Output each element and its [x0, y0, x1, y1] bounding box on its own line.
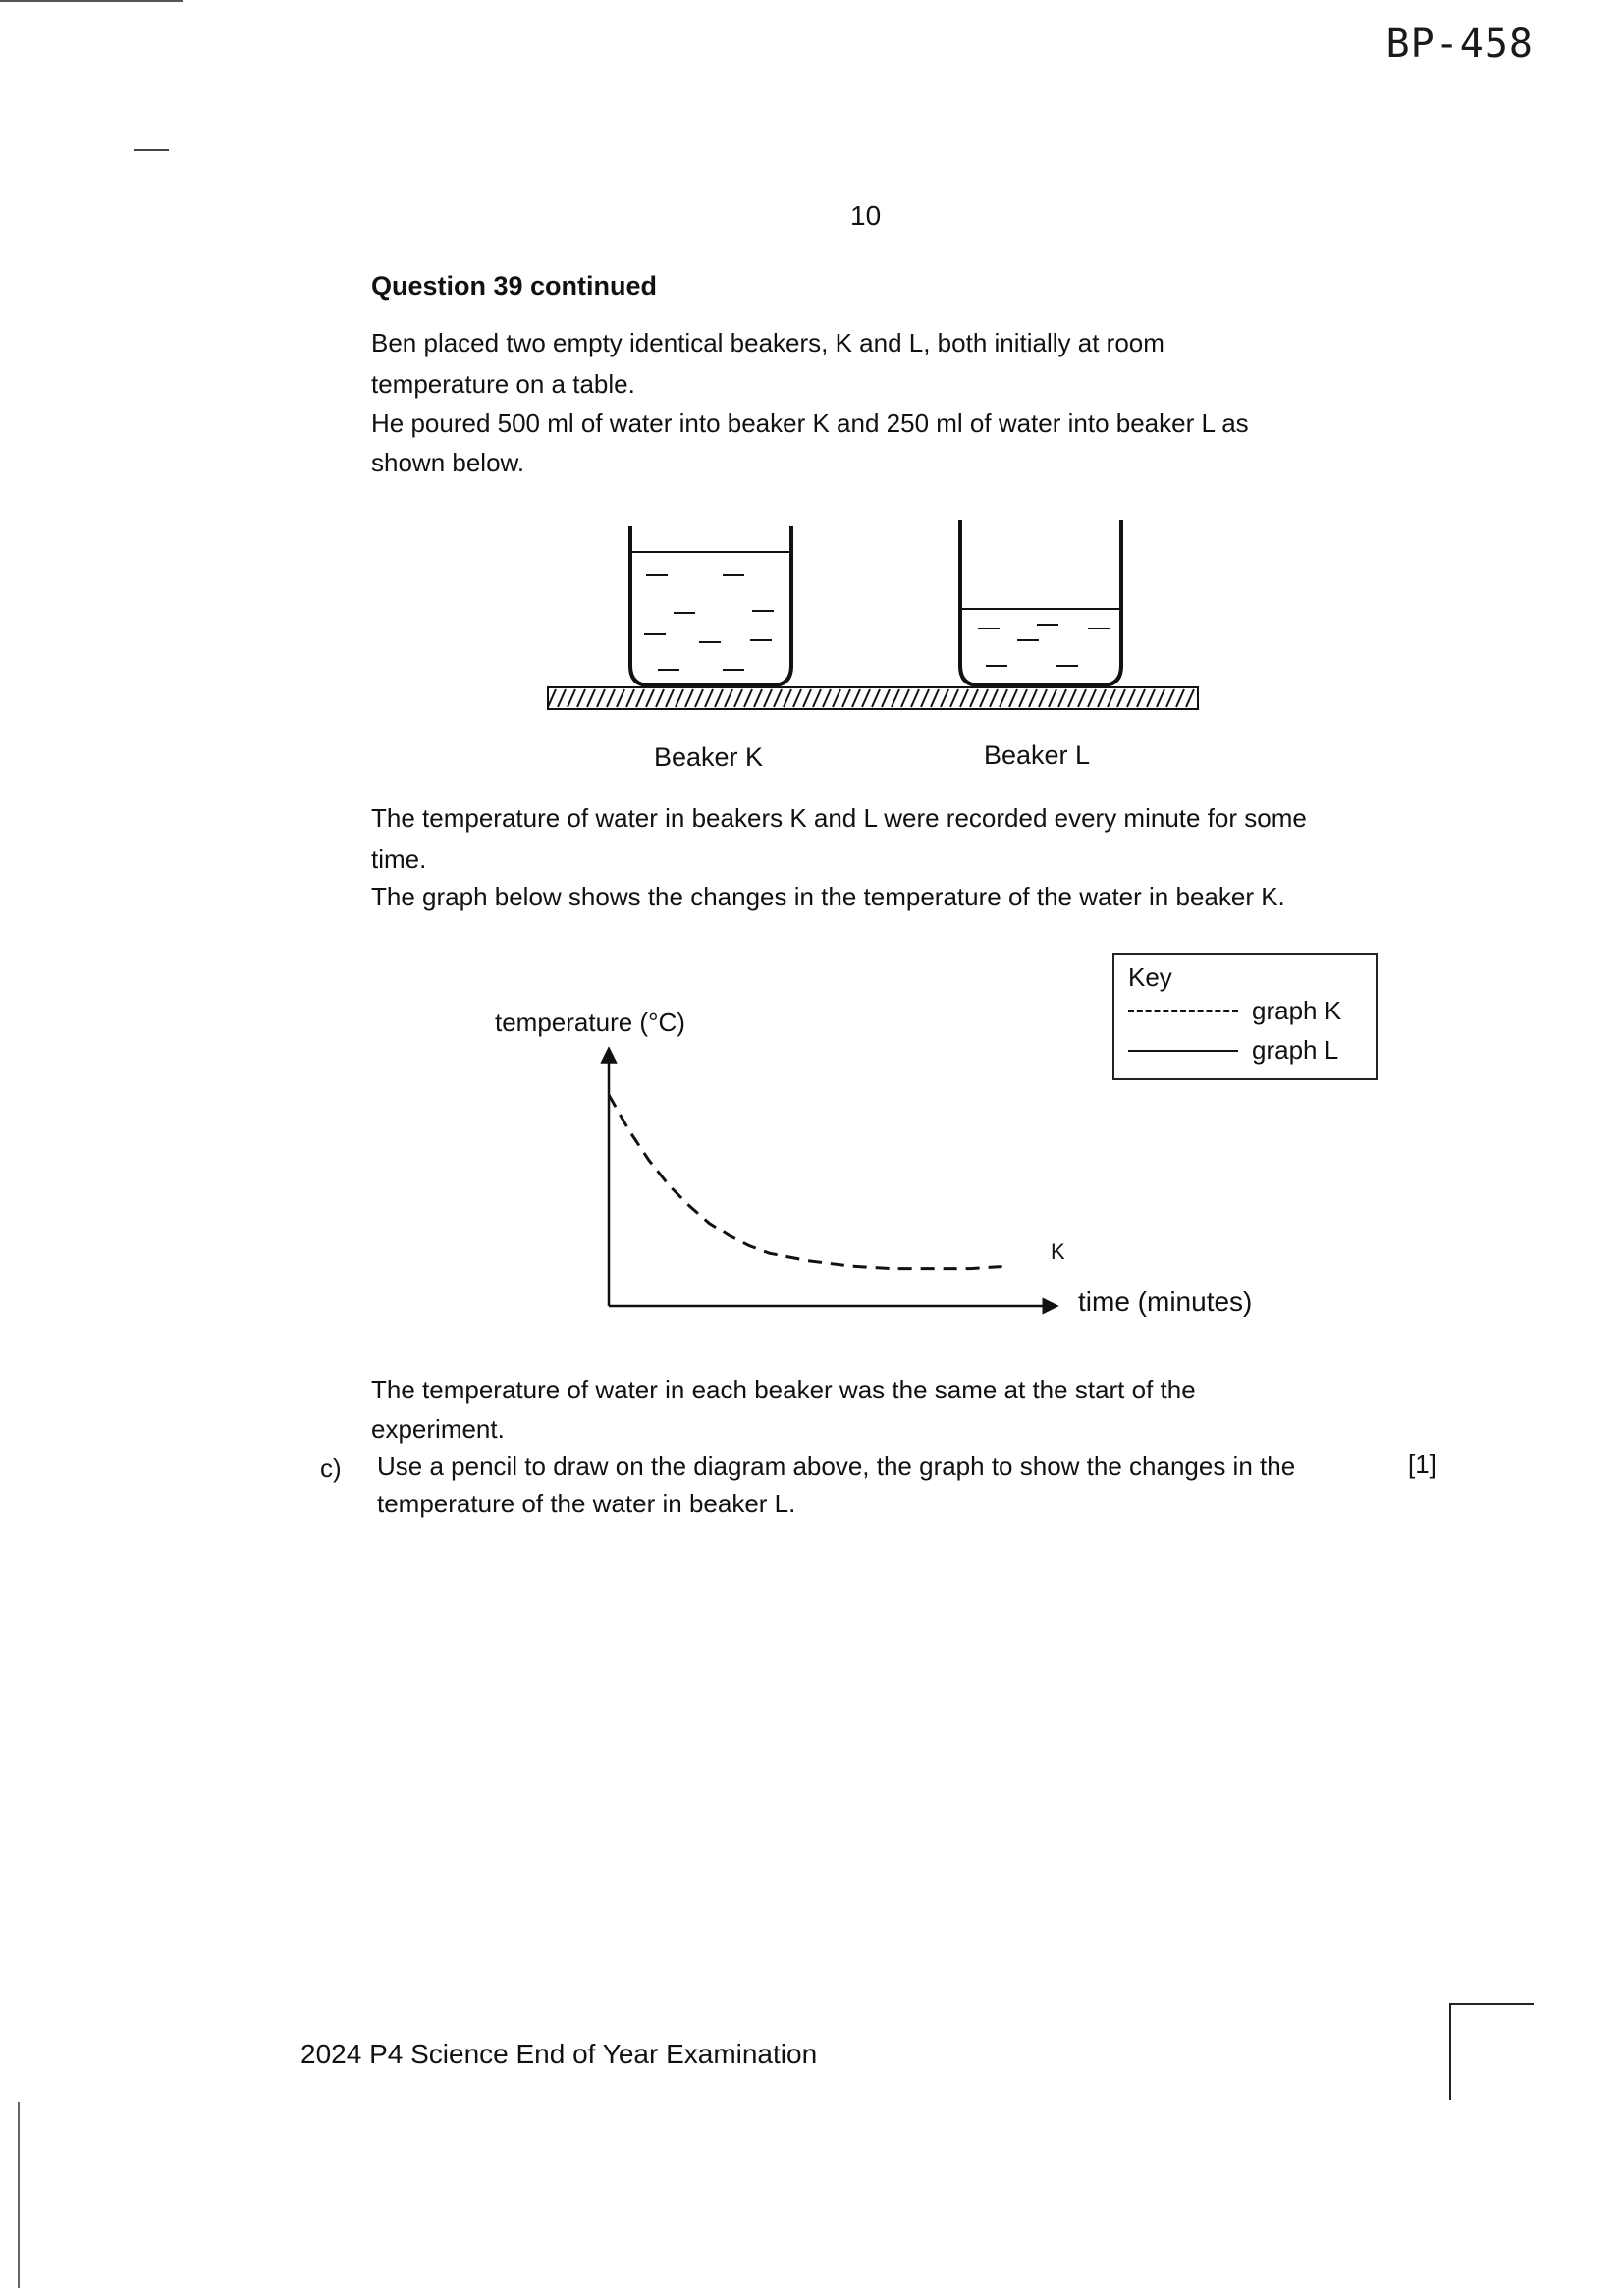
beaker-k — [630, 526, 791, 685]
item-c-line-2: temperature of the water in beaker L. — [377, 1489, 796, 1518]
series-k-label: K — [1051, 1239, 1065, 1264]
record-line-3: The graph below shows the changes in the temperature of the water in beaker K. — [371, 882, 1285, 911]
x-axis-label: time (minutes) — [1078, 1286, 1253, 1317]
key-title: Key — [1128, 962, 1172, 992]
page-number: 10 — [850, 200, 882, 231]
footer-exam-title: 2024 P4 Science End of Year Examination — [300, 2039, 818, 2069]
temperature-graph — [589, 1041, 1080, 1326]
record-line-1: The temperature of water in beakers K and L were recorded every minute for some — [371, 803, 1307, 833]
y-axis-label: temperature (°C) — [495, 1008, 685, 1037]
graph-key — [1112, 953, 1378, 1080]
record-line-2: time. — [371, 845, 427, 874]
key-item-graph-k — [1128, 996, 1341, 1026]
after-line-1: The temperature of water in each beaker was the same at the start of the — [371, 1375, 1196, 1404]
beaker-l-water — [978, 625, 1110, 666]
solid-line-swatch — [1128, 1050, 1238, 1052]
intro-line-4: shown below. — [371, 448, 525, 477]
table-surface — [548, 687, 1198, 709]
corner-crop-mark — [1449, 2003, 1534, 2100]
intro-line-3: He poured 500 ml of water into beaker K and 250 ml of water into beaker L as — [371, 409, 1249, 438]
after-line-2: experiment. — [371, 1414, 505, 1444]
key-label-graph-k: graph K — [1252, 996, 1342, 1025]
beaker-k-label: Beaker K — [654, 742, 764, 772]
page-code: BP-458 — [1385, 22, 1534, 67]
beaker-l-label: Beaker L — [984, 740, 1091, 770]
question-heading: Question 39 continued — [371, 271, 658, 301]
scan-edge-line-left — [18, 2102, 20, 2288]
scan-mark — [134, 149, 169, 151]
scan-edge-line — [0, 0, 183, 2]
beaker-l — [960, 520, 1121, 685]
dashed-line-swatch — [1128, 1010, 1238, 1012]
intro-line-1: Ben placed two empty identical beakers, K and L, both initially at room — [371, 328, 1164, 357]
beakers-diagram — [530, 511, 1218, 717]
item-c-line-1: Use a pencil to draw on the diagram above, the graph to show the changes in the — [377, 1451, 1296, 1481]
key-item-graph-l — [1128, 1035, 1338, 1066]
series-line-k — [609, 1095, 1010, 1269]
item-c-marks: [1] — [1408, 1449, 1436, 1479]
key-label-graph-l: graph L — [1252, 1035, 1339, 1065]
item-c-label: c) — [320, 1453, 342, 1483]
intro-line-2: temperature on a table. — [371, 369, 635, 399]
beaker-k-water — [644, 575, 774, 670]
